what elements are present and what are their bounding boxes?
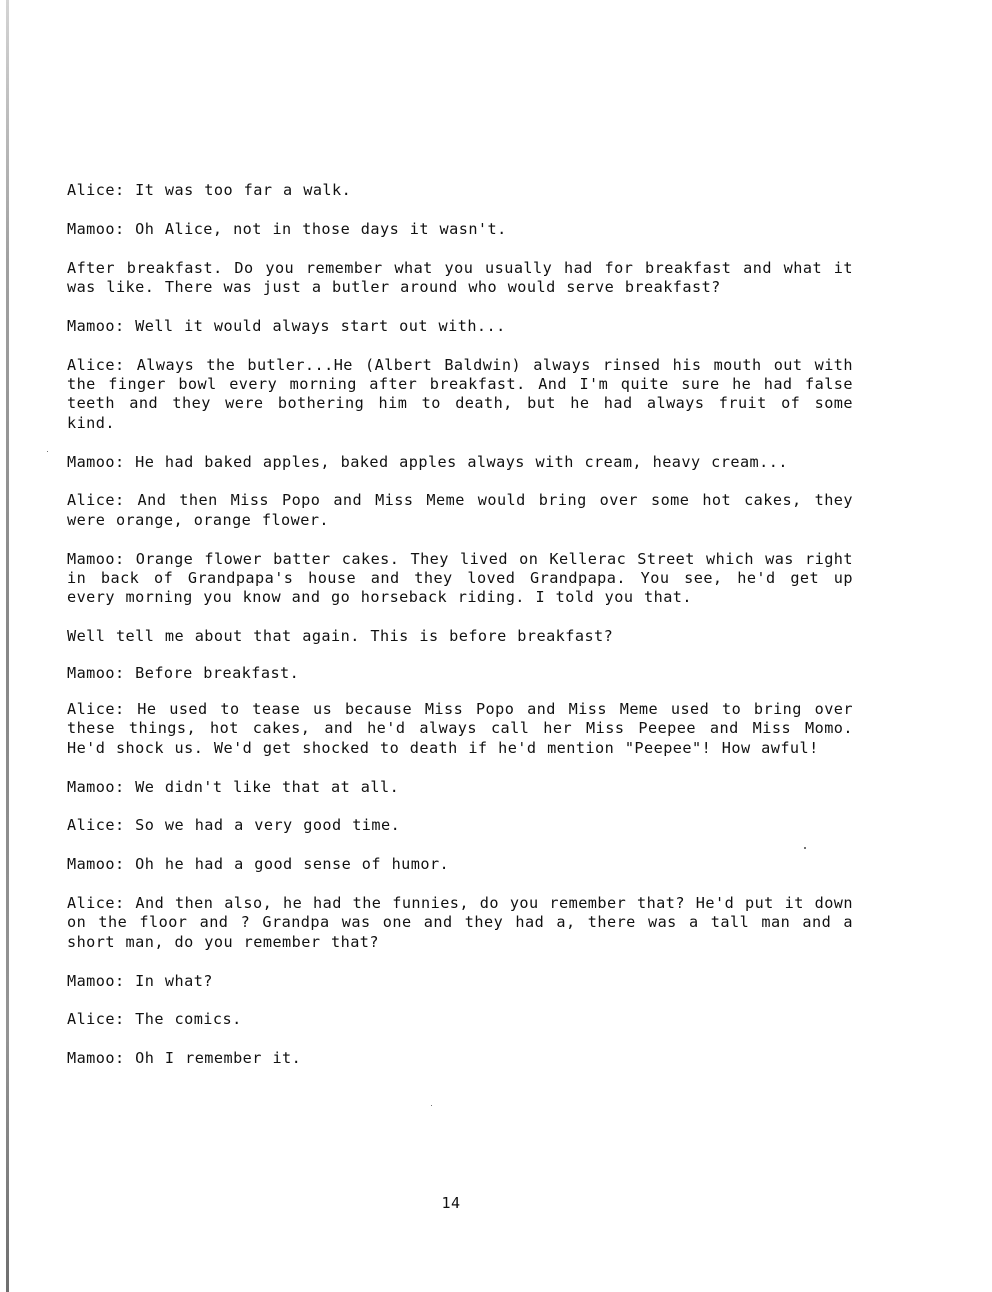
dialogue-line: Mamoo: We didn't like that at all. (67, 777, 400, 796)
dialogue-line: Alice: So we had a very good time. (67, 816, 401, 835)
scan-speck (47, 451, 48, 452)
dialogue-line: Mamoo: Well it would always start out with... (67, 316, 506, 335)
dialogue-line: Mamoo: Oh he had a good sense of humor. (67, 855, 450, 874)
interview-transcript (67, 181, 853, 1088)
dialogue-line: Mamoo: In what? (67, 971, 213, 990)
dialogue-line: Well tell me about that again. This is before breakfast? (67, 627, 614, 646)
dialogue-line: Mamoo: Before breakfast. (67, 663, 300, 682)
dialogue-line: Mamoo: He had baked apples, baked apples always with cream, heavy cream... (67, 452, 788, 471)
dialogue-line: Alice: He used to tease us because Miss Popo and Miss Meme used to bring over these things, hot cakes, and he'd always call her Miss Peepee and Miss Momo. He'd shock us. We'd get shocked to death if he'd mention "Peepee"! How awful! (67, 700, 853, 757)
dialogue-line: Mamoo: Oh Alice, not in those days it wasn't. (67, 219, 507, 238)
dialogue-line: After breakfast. Do you remember what you usually had for breakfast and what it was like. There was just a butler around who would serve breakfast? (67, 258, 853, 296)
dialogue-line: Mamoo: Oh I remember it. (67, 1049, 302, 1068)
page-number: 14 (441, 1194, 461, 1212)
dialogue-line: Alice: The comics. (67, 1010, 242, 1029)
scan-speck (431, 1105, 432, 1106)
scan-speck (804, 847, 806, 849)
dialogue-line: Alice: Always the butler...He (Albert Baldwin) always rinsed his mouth out with the finger bowl every morning after breakfast. And I'm quite sure he had false teeth and they were bothering him to death, but he had always fruit of some kind. (67, 355, 853, 432)
dialogue-line: Alice: And then Miss Popo and Miss Meme would bring over some hot cakes, they were orange, orange flower. (67, 491, 853, 529)
dialogue-line: Alice: It was too far a walk. (67, 181, 352, 199)
scan-binding-edge (6, 0, 9, 1292)
dialogue-line: Alice: And then also, he had the funnies, do you remember that? He'd put it down on the floor and ? Grandpa was one and they had a, there was a tall man and a short man, do you remember that? (67, 894, 853, 951)
dialogue-line: Mamoo: Orange flower batter cakes. They lived on Kellerac Street which was right in back of Grandpapa's house and they loved Grandpapa. You see, he'd get up every morning you know and go horseback riding. I told you that. (67, 549, 853, 607)
